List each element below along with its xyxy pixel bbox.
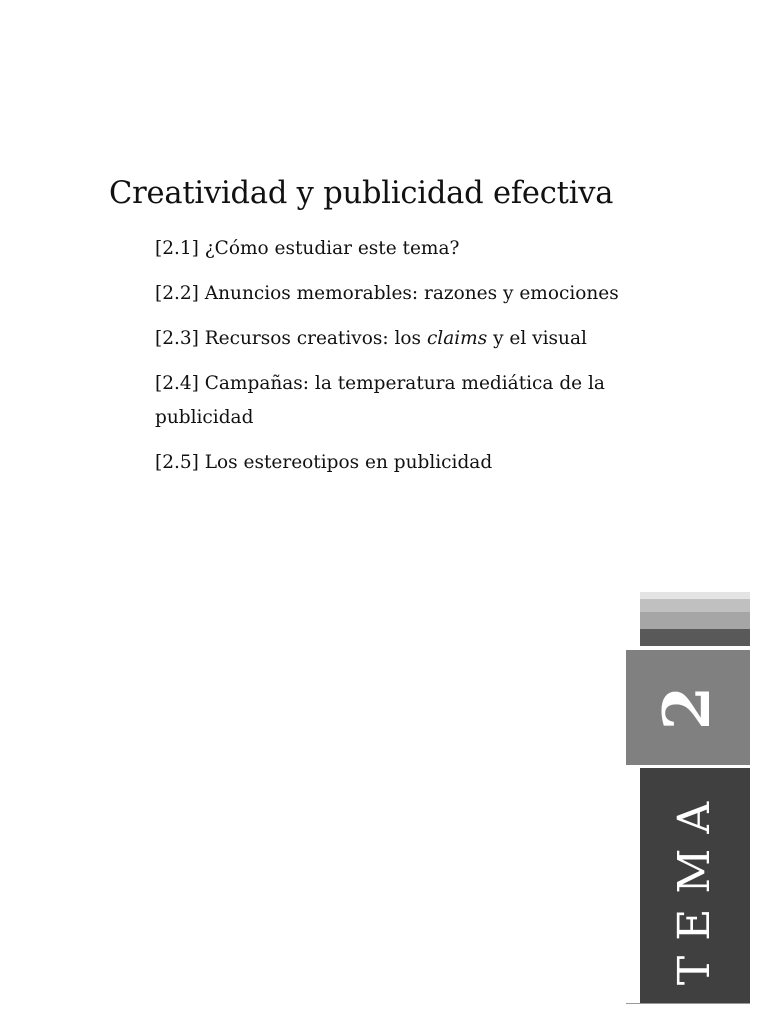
toc-item-text: Campañas: la temperatura mediática de la publicidad	[155, 373, 605, 428]
toc-item-number: [2.3]	[155, 328, 199, 349]
toc-item-text: Los estereotipos en publicidad	[204, 452, 493, 473]
toc-item-2-3	[155, 322, 625, 356]
toc-item-text: y el visual	[493, 328, 587, 349]
chapter-label-block	[640, 768, 750, 1004]
toc-item-2-4	[155, 367, 625, 435]
chapter-number-block	[626, 650, 750, 765]
table-of-contents	[155, 232, 625, 491]
toc-item-text: Recursos creativos: los	[204, 328, 422, 349]
toc-item-number: [2.1]	[155, 238, 199, 259]
toc-item-italic-text: claims	[426, 328, 488, 349]
toc-item-number: [2.5]	[155, 452, 199, 473]
tab-base-line	[626, 1003, 750, 1004]
page-title: Creatividad y publicidad efectiva	[109, 176, 614, 211]
tab-stripe-medium	[640, 612, 750, 629]
tab-stripe-lightest	[640, 592, 750, 599]
toc-item-2-5	[155, 446, 625, 480]
toc-item-2-1	[155, 232, 625, 266]
toc-item-text: Anuncios memorables: razones y emociones	[204, 283, 619, 304]
chapter-label: TEMA	[669, 786, 720, 986]
toc-item-number: [2.4]	[155, 373, 199, 394]
toc-item-text: ¿Cómo estudiar este tema?	[204, 238, 460, 259]
toc-item-2-2	[155, 277, 625, 311]
tab-stripe-light	[640, 599, 750, 612]
chapter-number: 2	[650, 685, 725, 730]
tab-stripe-dark	[640, 629, 750, 646]
toc-item-number: [2.2]	[155, 283, 199, 304]
